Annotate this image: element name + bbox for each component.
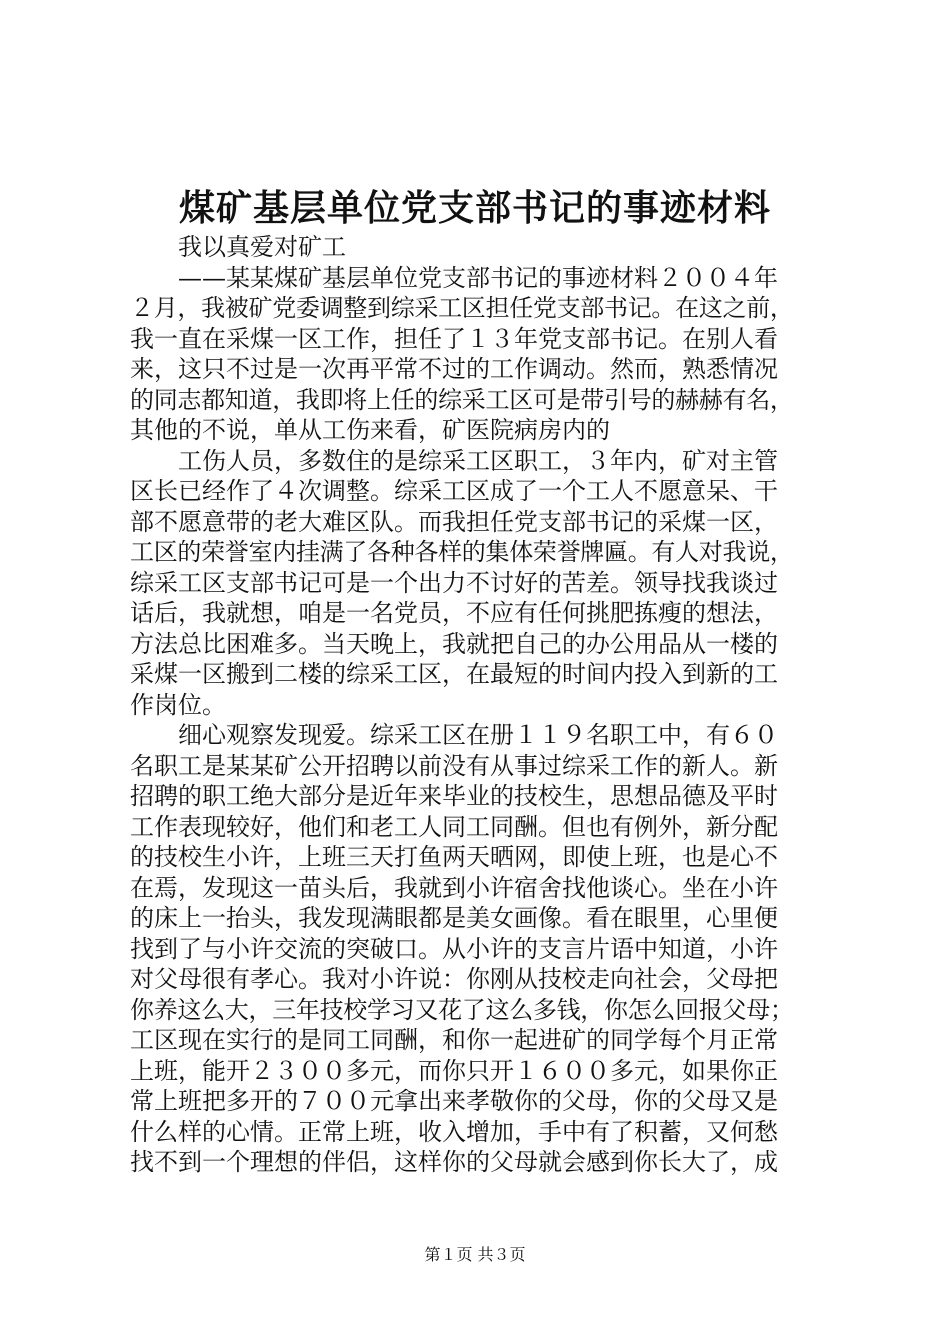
body-line: 我以真爱对矿工 [130, 233, 346, 261]
body-line: 细心观察发现爱。综采工区在册１１９名职工中，有６０ [130, 721, 778, 749]
body-line: 对父母很有孝心。我对小许说：你刚从技校走向社会，父母把 [130, 965, 778, 993]
body-line: 上班，能开２３００多元，而你只开１６００多元，如果你正 [130, 1056, 778, 1085]
body-line: 其他的不说，单从工伤来看，矿医院病房内的 [130, 416, 610, 444]
body-line: 的技校生小许，上班三天打鱼两天晒网，即使上班，也是心不 [130, 843, 778, 871]
body-line: 来，这只不过是一次再平常不过的工作调动。然而，熟悉情况 [130, 355, 778, 383]
body-line: 的床上一抬头，我发现满眼都是美女画像。看在眼里，心里便 [130, 904, 778, 932]
page-footer: 第１页 共３页 [424, 1245, 526, 1264]
body-line: 我一直在采煤一区工作，担任了１３年党支部书记。在别人看 [130, 324, 778, 353]
body-line: 话后，我就想，咱是一名党员，不应有任何挑肥拣瘦的想法， [130, 599, 778, 627]
body-line: 名职工是某某矿公开招聘以前没有从事过综采工作的新人。新 [130, 751, 778, 780]
body-line: 找不到一个理想的伴侣，这样你的父母就会感到你长大了，成 [130, 1148, 778, 1176]
body-line: 你养这么大，三年技校学习又花了这么多钱，你怎么回报父母； [130, 995, 794, 1024]
body-line: 招聘的职工绝大部分是近年来毕业的技校生，思想品德及平时 [130, 782, 778, 810]
body-line: 工作表现较好，他们和老工人同工同酬。但也有例外，新分配 [130, 812, 778, 841]
body-line: 方法总比困难多。当天晚上，我就把自己的办公用品从一楼的 [130, 629, 778, 658]
body-line: 作岗位。 [130, 690, 226, 719]
body-line: 在焉，发现这一苗头后，我就到小许宿舍找他谈心。坐在小许 [130, 873, 778, 902]
body-line: 部不愿意带的老大难区队。而我担任党支部书记的采煤一区， [130, 507, 778, 536]
body-line: 常上班把多开的７００元拿出来孝敬你的父母，你的父母又是 [130, 1087, 778, 1115]
body-line: 的同志都知道，我即将上任的综采工区可是带引号的赫赫有名， [130, 385, 794, 414]
body-line: 工区现在实行的是同工同酬，和你一起进矿的同学每个月正常 [130, 1026, 778, 1054]
body-line: 综采工区支部书记可是一个出力不讨好的苦差。领导找我谈过 [130, 568, 778, 597]
body-line: 找到了与小许交流的突破口。从小许的支言片语中知道，小许 [130, 934, 778, 963]
body-line: 什么样的心情。正常上班，收入增加，手中有了积蓄，又何愁 [130, 1117, 778, 1146]
body-line: ——某某煤矿基层单位党支部书记的事迹材料２００４年 [130, 263, 778, 292]
body-line: 区长已经作了４次调整。综采工区成了一个工人不愿意呆、干 [130, 477, 778, 505]
body-line: 工区的荣誉室内挂满了各种各样的集体荣誉牌匾。有人对我说， [130, 538, 794, 566]
document-title: 煤矿基层单位党支部书记的事迹材料 [178, 188, 771, 229]
document-body [130, 232, 830, 1178]
body-line: 工伤人员，多数住的是综采工区职工，３年内，矿对主管 [130, 446, 778, 475]
body-line: 采煤一区搬到二楼的综采工区，在最短的时间内投入到新的工 [130, 660, 778, 688]
body-line: ２月，我被矿党委调整到综采工区担任党支部书记。在这之前， [130, 294, 794, 322]
